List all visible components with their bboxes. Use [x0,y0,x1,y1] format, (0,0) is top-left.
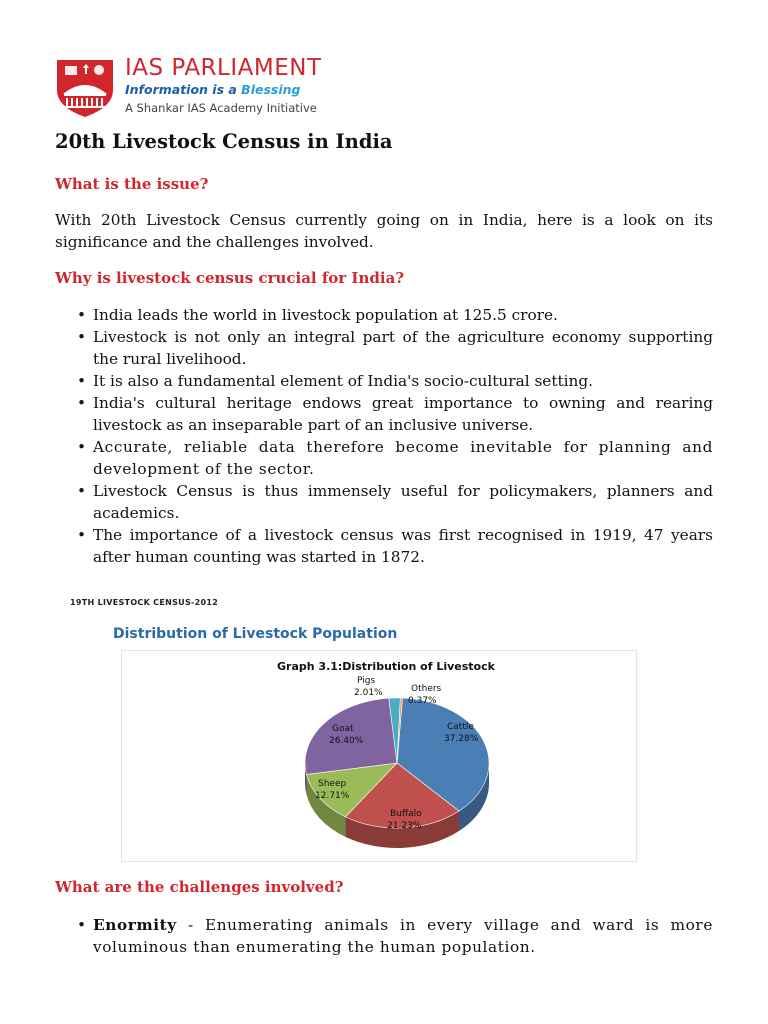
crucial-bullet-list [55,304,713,568]
logo [53,54,403,120]
logo-subtitle: A Shankar IAS Academy Initiative [125,101,317,115]
list-item: • India's cultural heritage endows great importance to owning and rearing livestock as an inseparable part of an inclusive universe. [55,392,713,436]
chart-frame [121,650,637,862]
slice-label-others: Others [411,684,442,694]
tagline-text: Information is a [125,82,242,97]
figure-caption: 19TH LIVESTOCK CENSUS-2012 [70,598,219,607]
slice-value-buffalo: 21.23% [387,821,422,831]
pie-chart [122,651,636,861]
issue-paragraph: With 20th Livestock Census currently going on in India, here is a look on its significance and the challenges involved. [55,211,713,251]
page-title: 20th Livestock Census in India [55,130,393,153]
slice-value-goat: 26.40% [329,736,364,746]
chart-title: Graph 3.1:Distribution of Livestock [277,660,495,673]
slice-value-cattle: 37.28% [444,734,479,744]
tagline [125,82,300,97]
list-item: • It is also a fundamental element of India's socio-cultural setting. [55,370,713,392]
brand-name: IAS PARLIAMENT [125,55,322,81]
list-item: • India leads the world in livestock population at 125.5 crore. [55,304,713,326]
list-item: • Livestock is not only an integral part of the agriculture economy supporting the rural livelihood. [55,326,713,370]
list-item: • Livestock Census is thus immensely useful for policymakers, planners and academics. [55,480,713,524]
tagline-emphasis: Blessing [241,82,301,97]
slice-label-buffalo: Buffalo [390,809,422,819]
challenges-bullet-list [55,914,713,958]
slice-label-cattle: Cattle [447,722,474,732]
list-item: • Accurate, reliable data therefore become inevitable for planning and development of the sector. [55,436,713,480]
list-item [55,914,713,958]
challenge-text: - Enumerating animals in every village and ward is more voluminous than enumerating the human population. [93,916,713,956]
figure-title: Distribution of Livestock Population [113,626,398,642]
livestock-figure [70,596,670,866]
slice-value-others: 0.37% [408,696,437,706]
section-heading-challenges: What are the challenges involved? [55,878,344,896]
slice-label-sheep: Sheep [318,779,347,789]
slice-label-pigs: Pigs [357,676,376,686]
section-heading-crucial: Why is livestock census crucial for India? [55,269,405,287]
list-item: • The importance of a livestock census was first recognised in 1919, 47 years after human counting was started in 1872. [55,524,713,568]
parliament-building-icon [53,54,117,118]
slice-value-pigs: 2.01% [354,688,383,698]
challenge-term: Enormity [93,916,177,934]
section-heading-issue: What is the issue? [55,175,209,193]
slice-label-goat: Goat [332,724,354,734]
slice-value-sheep: 12.71% [315,791,350,801]
